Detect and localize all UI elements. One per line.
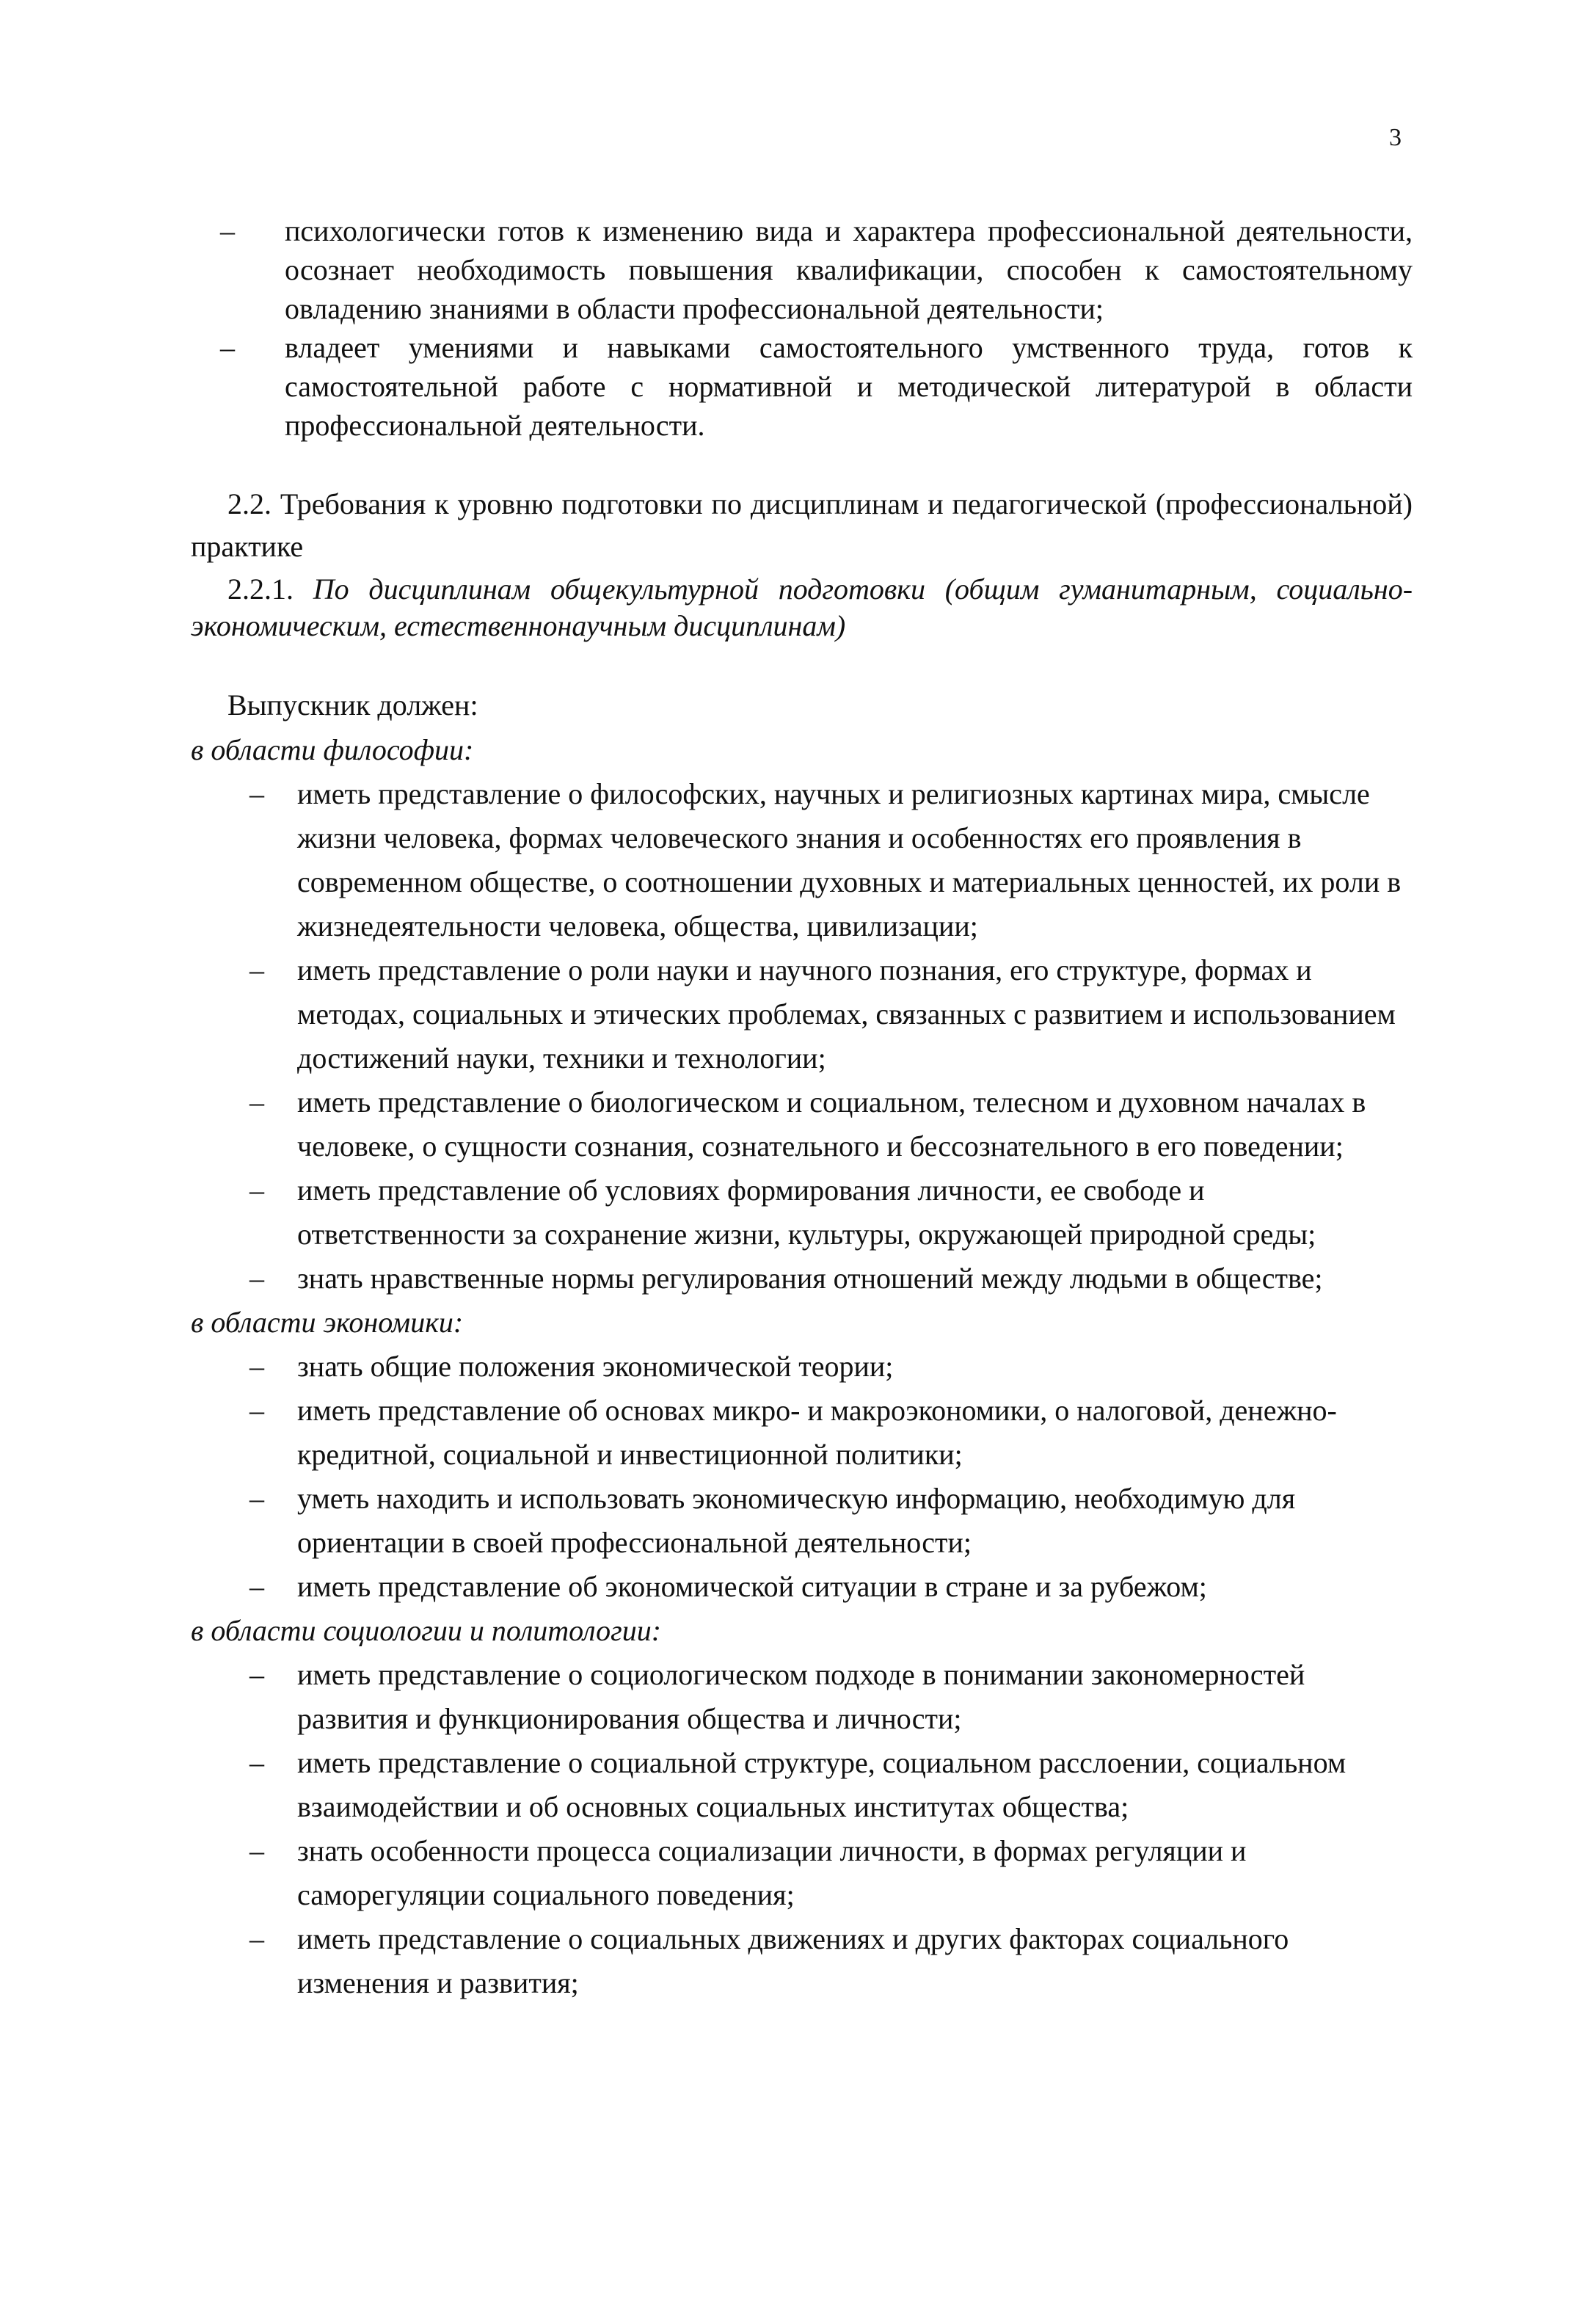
- list-item-text: знать нравственные нормы регулирования отношений между людьми в обществе;: [297, 1262, 1323, 1295]
- list-item: [249, 1257, 1413, 1301]
- list-item-text: владеет умениями и навыками самостоятельного умственного труда, готов к самостоятельной работе с нормативной и методической литературой в области профессиональной деятельности.: [285, 331, 1413, 442]
- area-title-economics: в области экономики:: [191, 1306, 464, 1339]
- dash-icon: –: [249, 1174, 264, 1207]
- list-item-text: иметь представление о социальной структуре, социальном расслоении, социальном взаимодействии и об основных социальных институтах общества;: [297, 1746, 1347, 1823]
- page-number: 3: [1389, 124, 1402, 151]
- section-heading: 2.2. Требования к уровню подготовки по дисциплинам и педагогической (профессиональной) практике: [191, 487, 1413, 563]
- list-item: [249, 948, 1413, 1080]
- list-item: [249, 1741, 1413, 1829]
- dash-icon: –: [249, 1086, 264, 1119]
- top-bullet-list: [220, 211, 1413, 445]
- list-item: [249, 772, 1413, 948]
- dash-icon: –: [249, 1482, 264, 1515]
- dash-icon: –: [249, 1394, 264, 1427]
- list-item-text: иметь представление об экономической ситуации в стране и за рубежом;: [297, 1570, 1207, 1603]
- list-item: [220, 328, 1413, 445]
- graduate-label: Выпускник должен:: [227, 688, 478, 721]
- list-item-text: иметь представление о социальных движениях и других факторах социального изменения и развития;: [297, 1922, 1289, 1999]
- list-item: [249, 1565, 1413, 1609]
- dash-icon: –: [249, 1570, 264, 1603]
- list-item: [249, 1477, 1413, 1565]
- list-item-text: уметь находить и использовать экономическую информацию, необходимую для ориентации в своей профессиональной деятельности;: [297, 1482, 1296, 1559]
- area-title-sociology: в области социологии и политологии:: [191, 1614, 662, 1647]
- list-item: [249, 1345, 1413, 1389]
- dash-icon: –: [249, 953, 264, 986]
- dash-icon: –: [220, 331, 235, 364]
- area-title-philosophy: в области философии:: [191, 733, 474, 766]
- list-item-text: иметь представление о роли науки и научного познания, его структуре, формах и методах, социальных и этических проблемах, связанных с развитием и использованием достижений науки, техники и технологии;: [297, 953, 1396, 1075]
- list-item: [249, 1829, 1413, 1917]
- dash-icon: –: [249, 1922, 264, 1955]
- list-item: [249, 1653, 1413, 1741]
- area-list-economics: [191, 1345, 1413, 1609]
- dash-icon: –: [249, 1746, 264, 1779]
- list-item-text: знать особенности процесса социализации личности, в формах регуляции и саморегуляции социального поведения;: [297, 1834, 1247, 1911]
- dash-icon: –: [249, 1350, 264, 1383]
- list-item: [249, 1917, 1413, 2005]
- subsection-heading: [191, 571, 1413, 644]
- list-item-text: иметь представление об основах микро- и макроэкономики, о налоговой, денежно-кредитной, социальной и инвестиционной политики;: [297, 1394, 1337, 1471]
- subsection-number: 2.2.1.: [227, 572, 294, 606]
- dash-icon: –: [249, 1834, 264, 1867]
- list-item: [249, 1080, 1413, 1168]
- list-item-text: знать общие положения экономической теории;: [297, 1350, 894, 1383]
- subsection-title: По дисциплинам общекультурной подготовки (общим гуманитарным, социально-экономическим, естественнонаучным дисциплинам): [191, 572, 1413, 642]
- dash-icon: –: [249, 777, 264, 810]
- dash-icon: –: [249, 1658, 264, 1691]
- list-item: [249, 1389, 1413, 1477]
- area-list-philosophy: [191, 772, 1413, 1301]
- dash-icon: –: [220, 214, 235, 247]
- requirements-block: [191, 683, 1413, 2005]
- list-item-text: психологически готов к изменению вида и характера профессиональной деятельности, осознает необходимость повышения квалификации, способен к самостоятельному овладению знаниями в области профессиональной деятельности;: [285, 214, 1413, 325]
- list-item-text: иметь представление о философских, научных и религиозных картинах мира, смысле жизни человека, формах человеческого знания и особенностях его проявления в современном обществе, о соотношении духовных и материальных ценностей, их роли в жизнедеятельности человека, общества, цивилизации;: [297, 777, 1402, 942]
- list-item-text: иметь представление об условиях формирования личности, ее свободе и ответственности за сохранение жизни, культуры, окружающей природной среды;: [297, 1174, 1316, 1251]
- area-list-sociology: [191, 1653, 1413, 2005]
- dash-icon: –: [249, 1262, 264, 1295]
- list-item-text: иметь представление о биологическом и социальном, телесном и духовном началах в человеке, о сущности сознания, сознательного и бессознательного в его поведении;: [297, 1086, 1366, 1163]
- list-item: [249, 1168, 1413, 1257]
- list-item: [220, 211, 1413, 328]
- list-item-text: иметь представление о социологическом подходе в понимании закономерностей развития и функционирования общества и личности;: [297, 1658, 1305, 1735]
